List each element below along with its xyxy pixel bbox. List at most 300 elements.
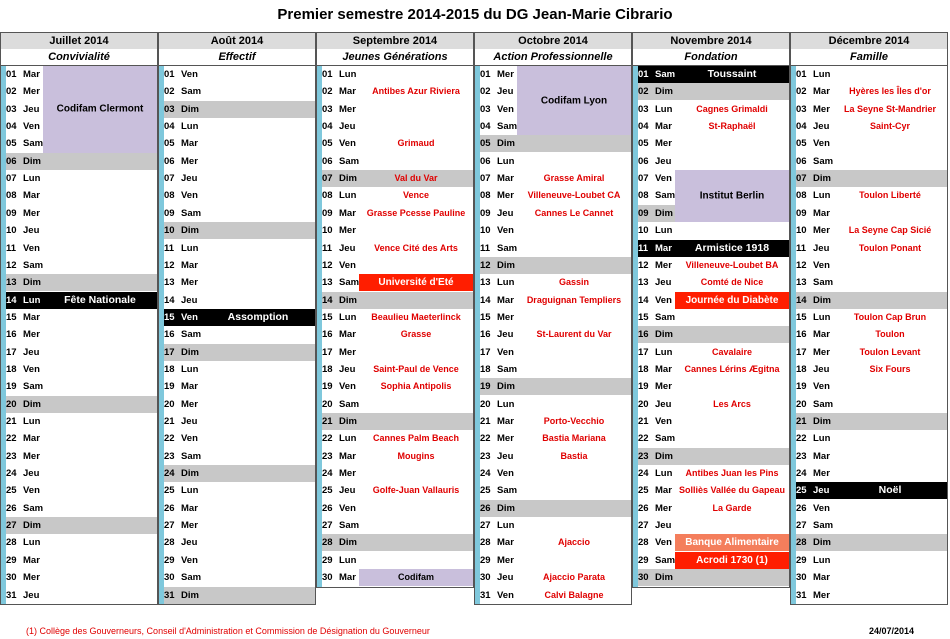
- month-theme: Jeunes Générations: [316, 49, 474, 66]
- day-name: Sam: [813, 155, 834, 167]
- day-name: Mar: [181, 381, 198, 393]
- day-row: [317, 413, 473, 430]
- day-name: Jeu: [655, 520, 672, 532]
- day-number: 29: [1, 552, 21, 569]
- day-name: Sam: [497, 121, 518, 133]
- day-row: [791, 534, 947, 551]
- day-row: [475, 413, 631, 430]
- event-label: Draguignan Templiers: [526, 294, 622, 305]
- day-name: Dim: [181, 589, 199, 601]
- day-name: Mar: [23, 433, 40, 445]
- day-row: [791, 413, 947, 430]
- day-row: [475, 396, 631, 413]
- day-row: [159, 153, 315, 170]
- day-name: Mer: [655, 259, 672, 271]
- event-label: Cagnes Grimaldi: [696, 103, 768, 114]
- day-row: [633, 396, 789, 413]
- day-row: [1, 500, 157, 517]
- day-number: 07: [791, 170, 811, 187]
- day-number: 08: [317, 187, 337, 204]
- day-name: Sam: [655, 69, 676, 80]
- day-number: 26: [633, 500, 653, 517]
- day-number: 06: [1, 153, 21, 170]
- day-row: [791, 222, 947, 239]
- event-label: Gassin: [558, 277, 589, 288]
- day-name: Lun: [813, 69, 831, 80]
- event-label: Comté de Nice: [700, 277, 764, 288]
- day-row: [317, 482, 473, 499]
- event-label: St-Laurent du Var: [536, 329, 612, 340]
- day-number: 05: [633, 135, 653, 152]
- multi-day-event-label: Codifam Lyon: [540, 95, 608, 107]
- day-number: 22: [633, 430, 653, 447]
- day-number: 04: [475, 118, 495, 135]
- day-row: [633, 500, 789, 517]
- day-number: 19: [633, 378, 653, 395]
- day-number: 18: [633, 361, 653, 378]
- event-label: St-Raphaël: [708, 121, 756, 132]
- day-row: [317, 205, 473, 222]
- day-name: Mer: [497, 311, 514, 323]
- month-header: Octobre 2014: [474, 32, 632, 50]
- day-row: [475, 500, 631, 517]
- day-row: [159, 205, 315, 222]
- event-label: Grasse Amiral: [543, 173, 605, 184]
- day-number: 29: [633, 552, 653, 569]
- day-row: [1, 465, 157, 482]
- day-row: [791, 587, 947, 604]
- day-name: Sam: [339, 277, 360, 289]
- day-name: Dim: [655, 207, 673, 219]
- event-label: Saint-Paul de Vence: [373, 363, 459, 374]
- day-row: [159, 170, 315, 187]
- day-number: 24: [791, 465, 811, 482]
- day-number: 20: [317, 396, 337, 413]
- day-row: [1, 517, 157, 534]
- day-name: Lun: [339, 311, 357, 323]
- day-name: Ven: [181, 311, 198, 323]
- day-number: 25: [791, 482, 811, 499]
- day-name: Lun: [23, 537, 41, 549]
- day-row: [475, 205, 631, 222]
- day-number: 01: [317, 66, 337, 83]
- day-row: [317, 257, 473, 274]
- day-row: [791, 240, 947, 257]
- day-name: Ven: [181, 433, 198, 445]
- day-row: [791, 482, 947, 499]
- day-number: 25: [317, 482, 337, 499]
- day-name: Mer: [339, 346, 356, 358]
- event-label: Banque Alimentaire: [675, 534, 789, 551]
- month-header: Septembre 2014: [316, 32, 474, 50]
- day-row: [159, 482, 315, 499]
- day-name: Mar: [23, 554, 40, 566]
- day-row: [633, 534, 789, 551]
- day-number: 30: [317, 569, 337, 586]
- day-name: Dim: [655, 86, 673, 98]
- day-name: Sam: [655, 311, 676, 323]
- day-name: Sam: [181, 329, 202, 341]
- day-row: [633, 309, 789, 326]
- day-number: 22: [159, 430, 179, 447]
- day-number: 04: [317, 118, 337, 135]
- day-number: 07: [317, 170, 337, 187]
- day-name: Mer: [339, 468, 356, 480]
- day-row: [633, 153, 789, 170]
- day-name: Lun: [181, 363, 199, 375]
- day-name: Sam: [181, 86, 202, 98]
- day-row: [159, 118, 315, 135]
- day-row: [791, 274, 947, 291]
- day-name: Dim: [497, 381, 515, 393]
- day-number: 29: [475, 552, 495, 569]
- day-name: Mar: [655, 363, 672, 375]
- day-row: [317, 569, 473, 586]
- day-number: 28: [159, 534, 179, 551]
- day-name: Jeu: [655, 277, 672, 289]
- day-name: Dim: [23, 398, 41, 410]
- day-row: [633, 448, 789, 465]
- day-name: Mer: [655, 502, 672, 514]
- day-row: [1, 292, 157, 309]
- event-label: Mougins: [397, 450, 435, 461]
- day-name: Mar: [23, 311, 40, 323]
- day-number: 12: [791, 257, 811, 274]
- day-number: 16: [791, 326, 811, 343]
- day-name: Sam: [181, 572, 202, 584]
- day-row: [1, 448, 157, 465]
- event-label: Toulon Levant: [859, 346, 921, 357]
- day-name: Jeu: [497, 329, 514, 341]
- day-number: 24: [633, 465, 653, 482]
- day-name: Lun: [497, 520, 515, 532]
- day-name: Mar: [813, 572, 830, 584]
- event-label: Porto-Vecchio: [543, 416, 605, 426]
- day-number: 14: [475, 292, 495, 309]
- day-number: 09: [159, 205, 179, 222]
- day-row: [791, 361, 947, 378]
- day-row: [317, 500, 473, 517]
- day-name: Mer: [813, 468, 830, 480]
- day-row: [633, 552, 789, 569]
- day-row: [159, 240, 315, 257]
- day-number: 02: [791, 83, 811, 100]
- day-number: 22: [791, 430, 811, 447]
- day-row: [791, 257, 947, 274]
- day-row: [317, 170, 473, 187]
- multi-day-event: [43, 66, 157, 153]
- day-number: 10: [475, 222, 495, 239]
- day-row: [1, 274, 157, 291]
- event-label: Université d'Eté: [359, 274, 473, 291]
- day-row: [633, 66, 789, 83]
- day-name: Mar: [497, 537, 514, 549]
- accent-stripe: [791, 66, 796, 604]
- day-row: [633, 240, 789, 257]
- day-name: Mer: [813, 346, 830, 358]
- page-title: Premier semestre 2014-2015 du DG Jean-Marie Cibrario: [277, 6, 673, 23]
- day-row: [317, 344, 473, 361]
- day-number: 13: [317, 274, 337, 291]
- day-name: Mer: [497, 433, 514, 445]
- day-number: 17: [633, 344, 653, 361]
- day-name: Mer: [181, 155, 198, 167]
- day-number: 12: [159, 257, 179, 274]
- day-name: Sam: [497, 242, 518, 254]
- day-name: Ven: [497, 346, 514, 358]
- day-row: [475, 274, 631, 291]
- day-row: [791, 500, 947, 517]
- event-label: Antibes Azur Riviera: [372, 86, 460, 97]
- day-name: Ven: [181, 69, 198, 80]
- day-row: [317, 292, 473, 309]
- day-name: Mer: [181, 277, 198, 289]
- day-row: [159, 552, 315, 569]
- day-row: [159, 83, 315, 100]
- day-name: Sam: [655, 433, 676, 445]
- day-row: [1, 587, 157, 604]
- day-number: 13: [633, 274, 653, 291]
- day-name: Ven: [497, 468, 514, 480]
- day-name: Sam: [23, 381, 44, 393]
- day-row: [633, 292, 789, 309]
- day-row: [317, 396, 473, 413]
- event-label: Villeneuve-Loubet BA: [685, 259, 779, 270]
- day-row: [633, 257, 789, 274]
- day-name: Mar: [339, 86, 356, 98]
- day-number: 31: [1, 587, 21, 604]
- day-name: Sam: [23, 502, 44, 514]
- day-row: [317, 153, 473, 170]
- day-name: Lun: [181, 121, 199, 133]
- day-number: 23: [475, 448, 495, 465]
- days-list: [316, 66, 474, 588]
- day-row: [475, 292, 631, 309]
- day-number: 13: [791, 274, 811, 291]
- day-number: 14: [633, 292, 653, 309]
- day-name: Mer: [339, 225, 356, 237]
- day-name: Ven: [497, 103, 514, 115]
- day-row: [475, 309, 631, 326]
- day-name: Lun: [339, 190, 357, 202]
- day-number: 15: [475, 309, 495, 326]
- day-name: Jeu: [497, 450, 514, 462]
- day-row: [791, 430, 947, 447]
- day-row: [475, 135, 631, 152]
- day-number: 08: [475, 187, 495, 204]
- day-number: 14: [159, 292, 179, 309]
- day-number: 31: [159, 587, 179, 604]
- day-number: 13: [1, 274, 21, 291]
- event-label: Golfe-Juan Vallauris: [372, 485, 460, 496]
- day-name: Jeu: [497, 207, 514, 219]
- day-row: [791, 396, 947, 413]
- day-name: Mer: [655, 138, 672, 150]
- day-name: Jeu: [23, 346, 40, 358]
- day-number: 06: [633, 153, 653, 170]
- day-number: 07: [633, 170, 653, 187]
- month-theme: Effectif: [158, 49, 316, 66]
- day-number: 28: [633, 534, 653, 551]
- day-row: [1, 552, 157, 569]
- day-row: [791, 101, 947, 118]
- day-number: 10: [791, 222, 811, 239]
- event-label: Hyères les Îles d'or: [849, 86, 931, 97]
- day-number: 15: [1, 309, 21, 326]
- day-number: 15: [633, 309, 653, 326]
- day-name: Lun: [655, 346, 673, 358]
- day-name: Dim: [655, 329, 673, 341]
- day-name: Dim: [813, 173, 831, 185]
- day-number: 16: [633, 326, 653, 343]
- day-number: 05: [475, 135, 495, 152]
- day-number: 09: [475, 205, 495, 222]
- day-name: Jeu: [813, 121, 830, 133]
- day-row: [791, 205, 947, 222]
- day-row: [317, 552, 473, 569]
- days-list: [790, 66, 948, 605]
- document-date: 24/07/2014: [868, 626, 914, 636]
- month-header: Novembre 2014: [632, 32, 790, 50]
- event-label: Toulon Ponant: [858, 242, 922, 253]
- day-row: [791, 66, 947, 83]
- event-label: Bastia Mariana: [542, 433, 606, 444]
- day-name: Lun: [181, 485, 199, 497]
- day-name: Mar: [655, 485, 672, 497]
- day-number: 10: [1, 222, 21, 239]
- day-number: 04: [633, 118, 653, 135]
- day-number: 17: [159, 344, 179, 361]
- month-header: Décembre 2014: [790, 32, 948, 50]
- day-name: Dim: [181, 103, 199, 115]
- day-name: Mar: [339, 450, 356, 462]
- day-number: 12: [1, 257, 21, 274]
- day-row: [633, 482, 789, 499]
- day-name: Mer: [23, 329, 40, 341]
- event-label: Cannes Le Cannet: [534, 207, 614, 218]
- day-number: 31: [791, 587, 811, 604]
- days-list: [474, 66, 632, 605]
- day-row: [791, 517, 947, 534]
- day-row: [1, 222, 157, 239]
- day-name: Lun: [813, 190, 831, 202]
- day-row: [633, 222, 789, 239]
- event-label: Calvi Balagne: [544, 589, 604, 600]
- event-label: Grasse Pcesse Pauline: [366, 207, 466, 218]
- day-name: Mar: [181, 259, 198, 271]
- day-name: Lun: [339, 69, 357, 80]
- day-row: [317, 187, 473, 204]
- day-number: 10: [317, 222, 337, 239]
- day-row: [791, 309, 947, 326]
- event-label: Ajaccio: [557, 537, 590, 548]
- day-number: 17: [317, 344, 337, 361]
- days-list: [632, 66, 790, 588]
- day-number: 28: [791, 534, 811, 551]
- day-name: Dim: [339, 537, 357, 549]
- event-label: Noël: [878, 484, 902, 497]
- day-number: 28: [1, 534, 21, 551]
- day-row: [475, 482, 631, 499]
- day-row: [475, 170, 631, 187]
- day-row: [1, 240, 157, 257]
- day-name: Mar: [181, 138, 198, 150]
- day-number: 30: [159, 569, 179, 586]
- day-name: Ven: [23, 121, 40, 133]
- day-row: [633, 569, 789, 586]
- day-number: 15: [791, 309, 811, 326]
- day-row: [633, 344, 789, 361]
- day-row: [159, 500, 315, 517]
- day-row: [791, 344, 947, 361]
- day-number: 14: [1, 292, 21, 309]
- day-row: [791, 153, 947, 170]
- day-number: 01: [475, 66, 495, 83]
- day-number: 18: [159, 361, 179, 378]
- day-row: [317, 517, 473, 534]
- day-name: Lun: [655, 468, 673, 480]
- event-label: Grasse: [400, 329, 432, 340]
- day-number: 11: [475, 240, 495, 257]
- day-row: [791, 569, 947, 586]
- day-number: 21: [1, 413, 21, 430]
- event-label: Journée du Diabète: [675, 292, 789, 309]
- day-name: Dim: [23, 155, 41, 167]
- day-name: Lun: [497, 398, 515, 410]
- day-name: Lun: [181, 242, 199, 254]
- day-name: Mar: [655, 121, 672, 133]
- day-name: Ven: [339, 502, 356, 514]
- day-row: [317, 135, 473, 152]
- day-row: [159, 430, 315, 447]
- day-row: [633, 413, 789, 430]
- day-name: Mer: [23, 572, 40, 584]
- day-number: 15: [159, 309, 179, 326]
- accent-stripe: [1, 66, 6, 604]
- day-number: 16: [159, 326, 179, 343]
- event-label: Cavalaire: [711, 346, 753, 357]
- day-number: 05: [317, 135, 337, 152]
- accent-stripe: [633, 66, 638, 587]
- day-number: 27: [791, 517, 811, 534]
- day-number: 20: [475, 396, 495, 413]
- day-row: [1, 361, 157, 378]
- day-name: Mer: [181, 520, 198, 532]
- day-name: Dim: [339, 173, 357, 185]
- day-row: [317, 465, 473, 482]
- day-row: [475, 257, 631, 274]
- day-number: 04: [1, 118, 21, 135]
- day-row: [1, 430, 157, 447]
- day-number: 19: [791, 378, 811, 395]
- day-number: 04: [159, 118, 179, 135]
- day-name: Ven: [181, 554, 198, 566]
- day-number: 26: [475, 500, 495, 517]
- day-row: [475, 240, 631, 257]
- day-number: 30: [791, 569, 811, 586]
- day-name: Mar: [339, 207, 356, 219]
- day-name: Sam: [181, 207, 202, 219]
- day-name: Jeu: [813, 242, 830, 254]
- day-name: Lun: [497, 155, 515, 167]
- day-name: Jeu: [497, 86, 514, 98]
- day-row: [1, 187, 157, 204]
- event-label: Cannes Palm Beach: [372, 433, 460, 444]
- day-name: Jeu: [339, 363, 356, 375]
- day-row: [475, 587, 631, 604]
- day-number: 09: [791, 205, 811, 222]
- event-label: Assomption: [227, 310, 289, 323]
